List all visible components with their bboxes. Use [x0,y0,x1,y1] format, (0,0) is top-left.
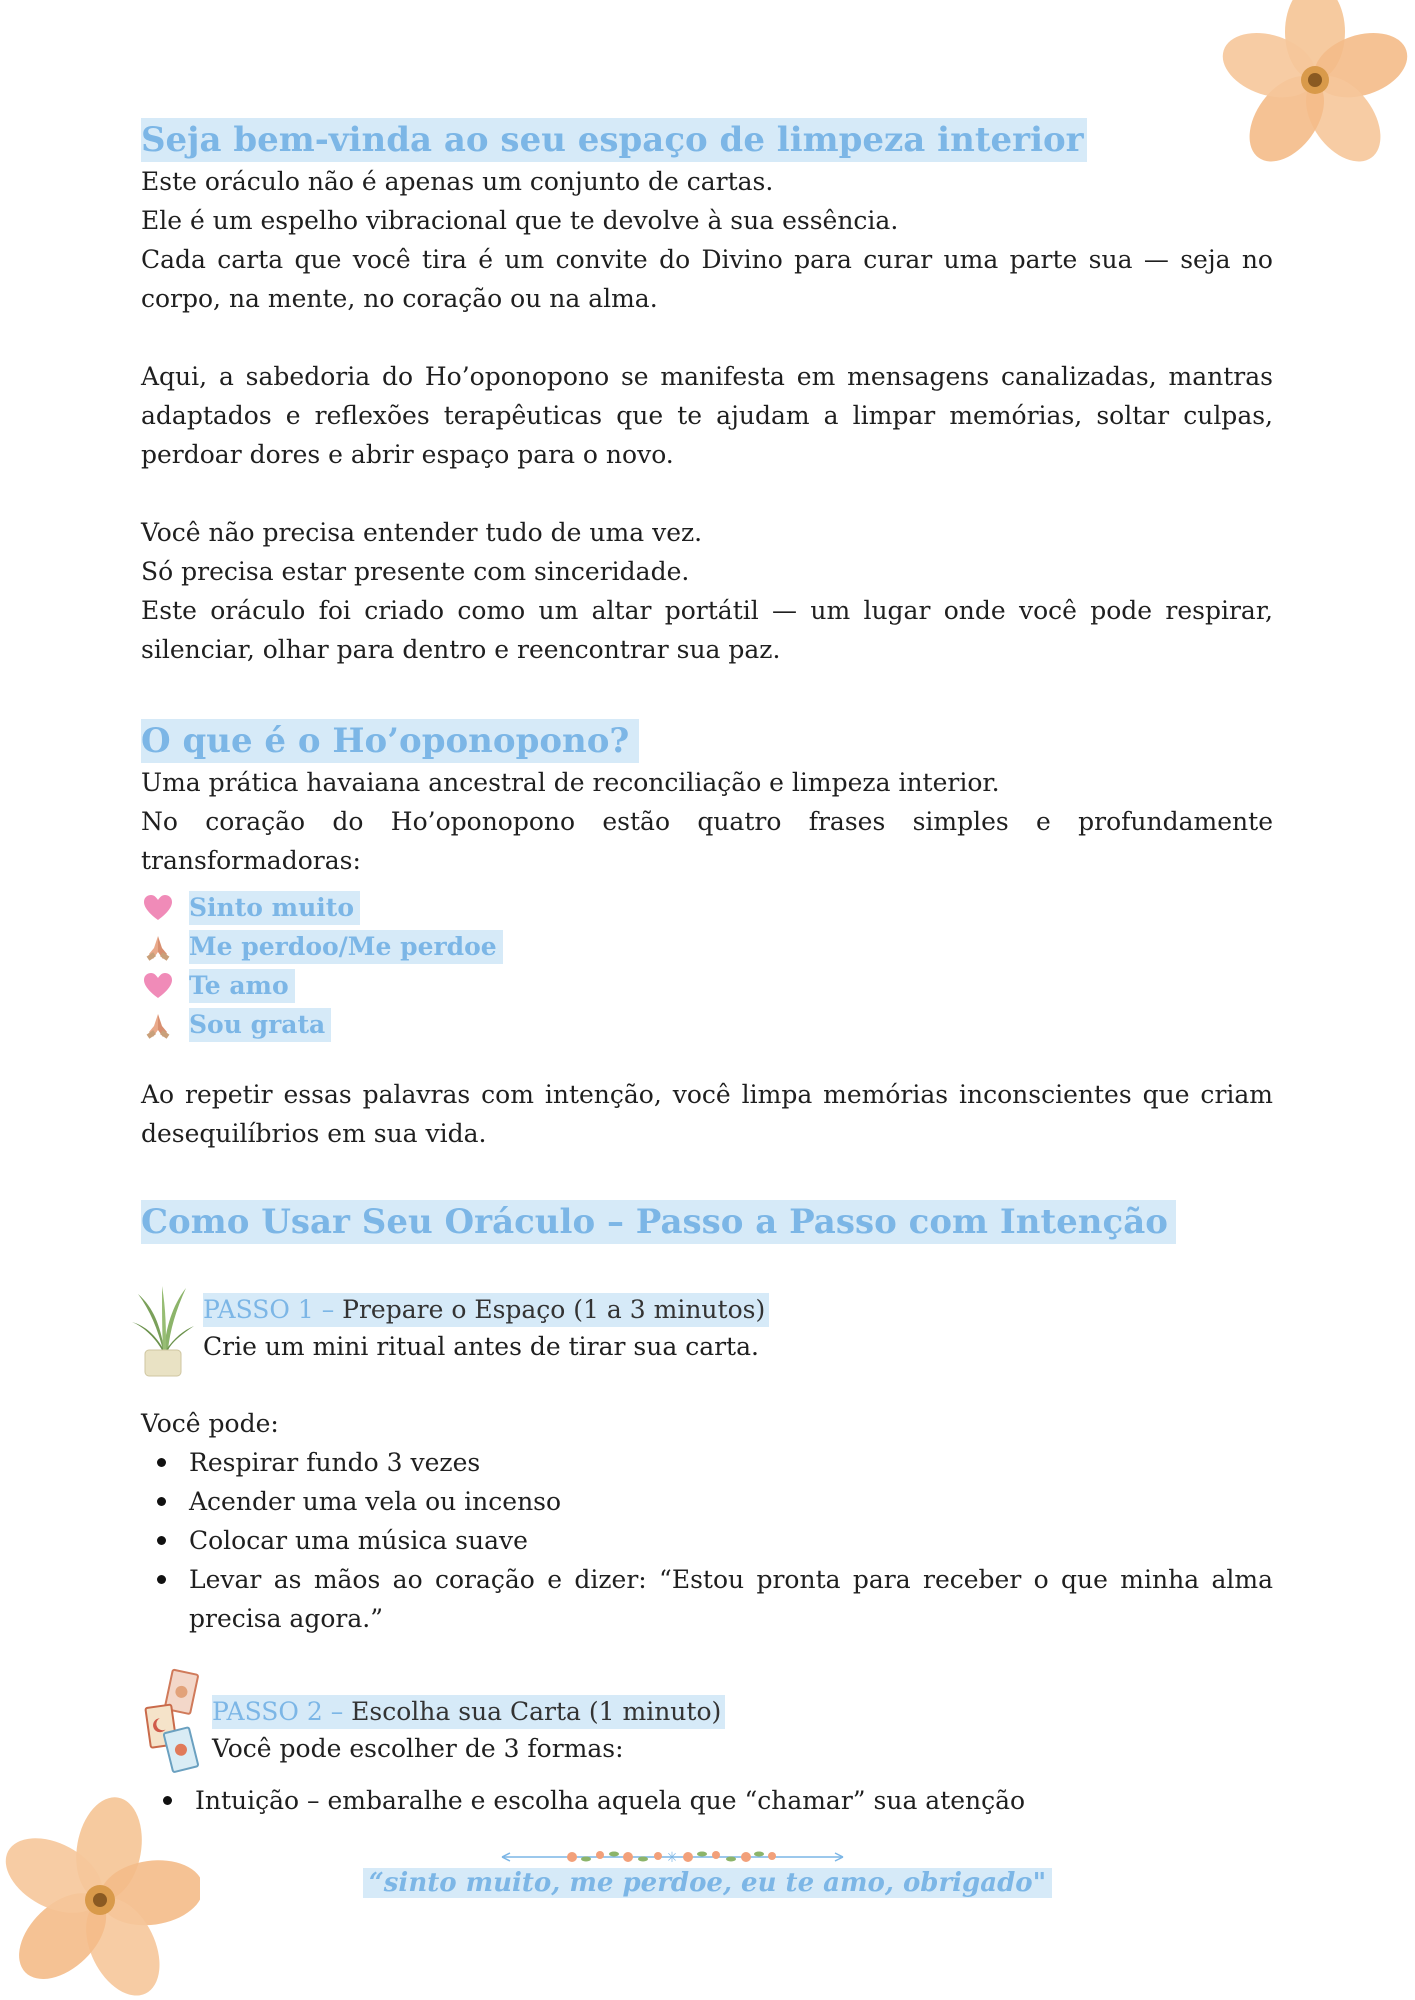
list-item: Acender uma vela ou incenso [141,1482,1273,1521]
hooponopono-closing: Ao repetir essas palavras com intenção, você limpa memórias inconscientes que criam desequilíbrios em sua vida. [141,1080,1273,1148]
step-1-list [141,1443,1273,1638]
heart-icon [141,891,175,925]
step-2-title-text: Escolha sua Carta (1 minuto) [351,1697,722,1726]
mantra-item [141,927,1273,966]
section-welcome [141,118,1273,669]
list-item: Colocar uma música suave [141,1521,1273,1560]
heart-icon [141,969,175,1003]
hooponopono-line-2: No coração do Ho’oponopono estão quatro frases simples e profundamente transformadoras: [141,807,1273,875]
mantra-item [141,966,1273,1005]
step-1 [203,1293,1273,1366]
mantra-text: Me perdoo/Me perdoe [189,930,503,964]
section-hooponopono [141,719,1273,1153]
footer-quote [0,1868,1415,1898]
list-item: Respirar fundo 3 vezes [141,1443,1273,1482]
step-2-title [212,1695,725,1729]
mantra-text: Sinto muito [189,891,360,925]
welcome-paragraph-3-line-3: Este oráculo foi criado como um altar portátil — um lugar onde você pode respirar, silenciar, olhar para dentro e reencontrar sua paz. [141,596,1273,664]
mantra-item [141,1005,1273,1044]
step-1-description: Crie um mini ritual antes de tirar sua carta. [203,1332,759,1361]
praying-hands-icon [141,1008,175,1042]
welcome-paragraph-3-line-1: Você não precisa entender tudo de uma vez. [141,518,703,547]
step-1-intro: Você pode: [141,1409,279,1438]
hooponopono-line-1: Uma prática havaiana ancestral de reconciliação e limpeza interior. [141,768,1000,797]
mantra-item [141,888,1273,927]
list-item: Levar as mãos ao coração e dizer: “Estou pronta para receber o que minha alma precisa agora.” [141,1560,1273,1638]
praying-hands-icon [141,930,175,964]
hooponopono-heading: O que é o Ho’oponopono? [141,719,639,763]
step-1-title [203,1293,769,1327]
welcome-line-2: Ele é um espelho vibracional que te devolve à sua essência. [141,206,899,235]
footer-quote-text: “sinto muito, me perdoe, eu te amo, obrigado" [363,1868,1052,1898]
step-2 [212,1695,1272,1768]
section-how-to-use [141,1200,1273,1244]
welcome-heading: Seja bem-vinda ao seu espaço de limpeza interior [141,118,1087,162]
step-2-options [147,1781,1273,1820]
mantra-text: Sou grata [189,1008,331,1042]
mantra-text: Te amo [189,969,295,1003]
plant-icon [128,1280,198,1380]
step-1-options [141,1404,1273,1638]
svg-text:✳: ✳ [666,1850,678,1866]
oracle-cards-icon [140,1666,210,1776]
step-2-list [147,1781,1273,1820]
step-2-label: PASSO 2 – [212,1697,344,1726]
welcome-paragraph-2: Aqui, a sabedoria do Ho’oponopono se manifesta em mensagens canalizadas, mantras adaptados e reflexões terapêuticas que te ajudam a limpar memórias, soltar culpas, perdoar dores e abrir espaço para o novo. [141,362,1273,469]
step-1-title-text: Prepare o Espaço (1 a 3 minutos) [342,1295,766,1324]
step-2-description: Você pode escolher de 3 formas: [212,1734,624,1763]
step-1-label: PASSO 1 – [203,1295,335,1324]
how-to-use-heading: Como Usar Seu Oráculo – Passo a Passo com Intenção [141,1200,1176,1244]
welcome-line-3: Cada carta que você tira é um convite do Divino para curar uma parte sua — seja no corpo, na mente, no coração ou na alma. [141,245,1273,313]
welcome-paragraph-3-line-2: Só precisa estar presente com sinceridade. [141,557,690,586]
list-item: Intuição – embaralhe e escolha aquela que “chamar” sua atenção [147,1781,1273,1820]
floral-divider [500,1845,845,1869]
welcome-line-1: Este oráculo não é apenas um conjunto de cartas. [141,167,774,196]
